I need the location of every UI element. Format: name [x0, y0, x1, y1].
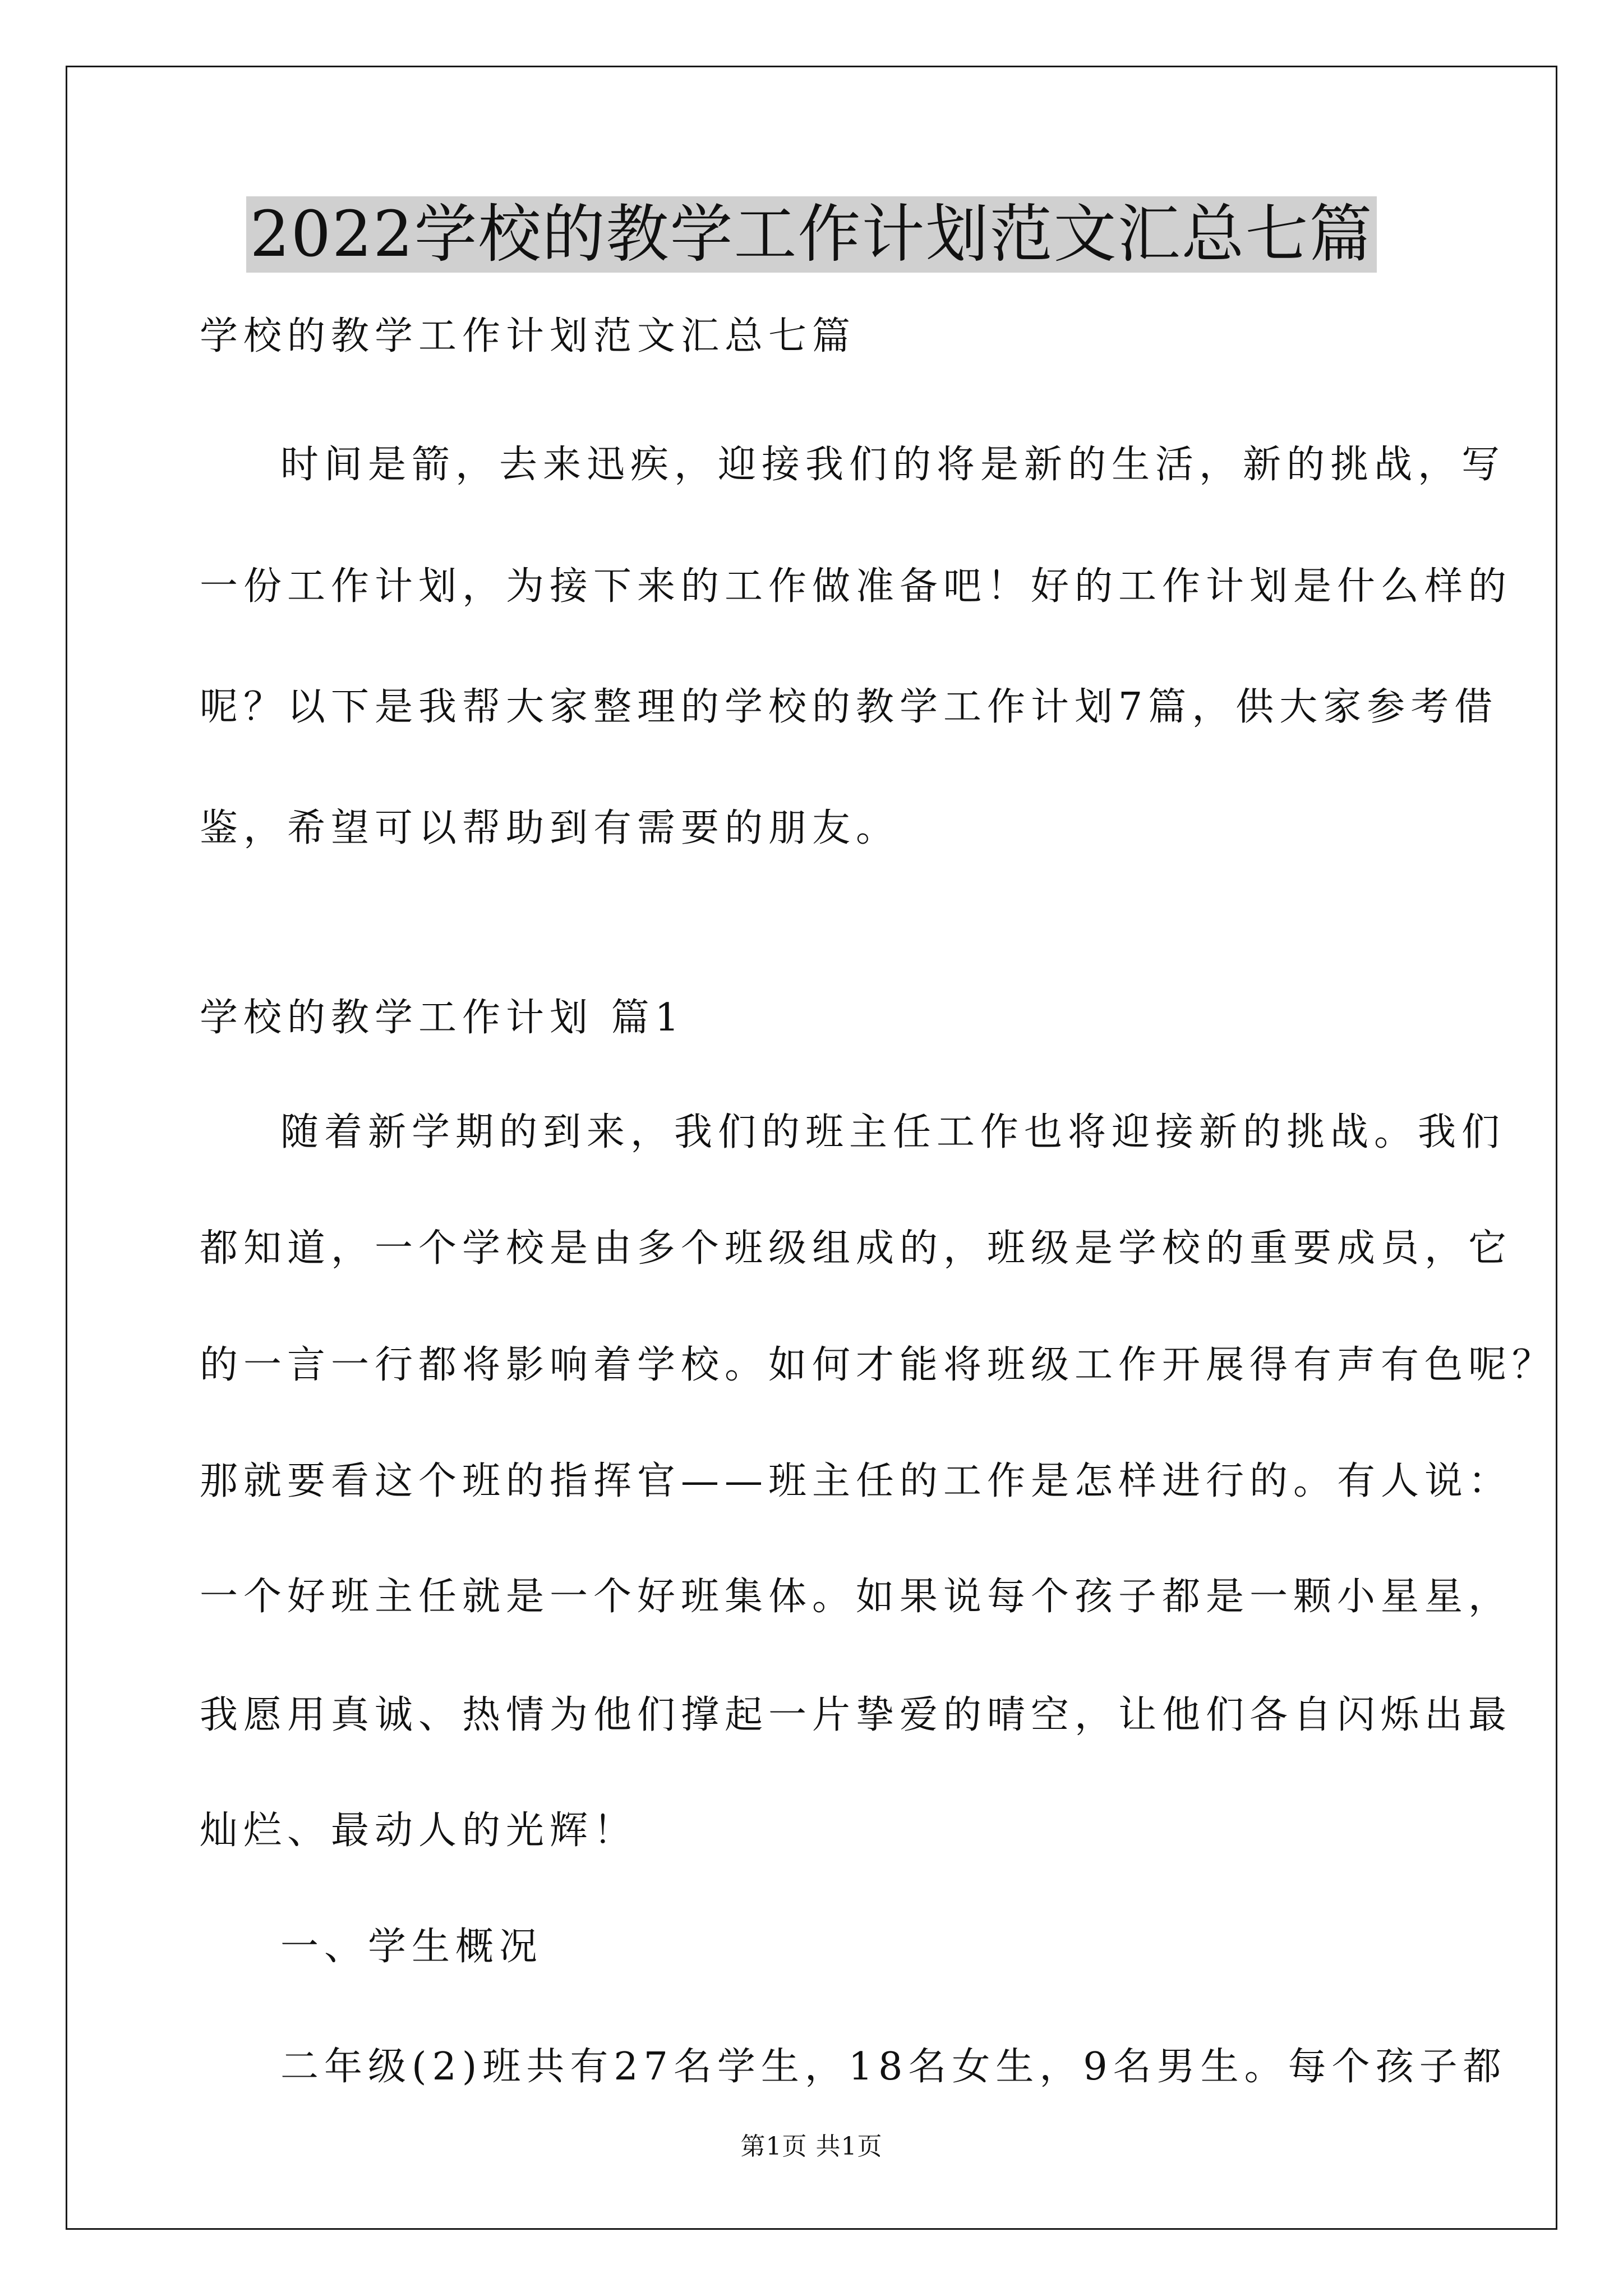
section-line: 都知道，一个学校是由多个班级组成的，班级是学校的重要成员，它: [200, 1226, 1513, 1271]
document-title-wrap: [0, 196, 1623, 273]
body-line: 二年级(2)班共有27名学生，18名女生，9名男生。每个孩子都: [280, 2045, 1507, 2089]
section-line: 那就要看这个班的指挥官——班主任的工作是怎样进行的。有人说：: [200, 1459, 1513, 1503]
section-line: 随着新学期的到来，我们的班主任工作也将迎接新的挑战。我们: [280, 1110, 1506, 1154]
page-indicator: 第1页 共1页: [740, 2132, 883, 2161]
intro-line: 呢？以下是我帮大家整理的学校的教学工作计划7篇，供大家参考借: [200, 685, 1498, 729]
section-line: 一个好班主任就是一个好班集体。如果说每个孩子都是一颗小星星，: [200, 1575, 1513, 1619]
document-title: 2022学校的教学工作计划范文汇总七篇: [246, 196, 1376, 273]
section-line: 灿烂、最动人的光辉！: [200, 1809, 638, 1853]
intro-line: 鉴，希望可以帮助到有需要的朋友。: [200, 806, 900, 850]
document-subtitle: 学校的教学工作计划范文汇总七篇: [200, 314, 856, 358]
section-heading: 学校的教学工作计划 篇1: [200, 996, 685, 1040]
section-line: 的一言一行都将影响着学校。如何才能将班级工作开展得有声有色呢？: [200, 1343, 1556, 1387]
section-line: 我愿用真诚、热情为他们撑起一片挚爱的晴空，让他们各自闪烁出最: [200, 1693, 1513, 1737]
subheading: 一、学生概况: [280, 1925, 543, 1969]
intro-line: 时间是箭，去来迅疾，迎接我们的将是新的生活，新的挑战，写: [280, 443, 1506, 487]
intro-line: 一份工作计划，为接下来的工作做准备吧！好的工作计划是什么样的: [200, 564, 1513, 609]
